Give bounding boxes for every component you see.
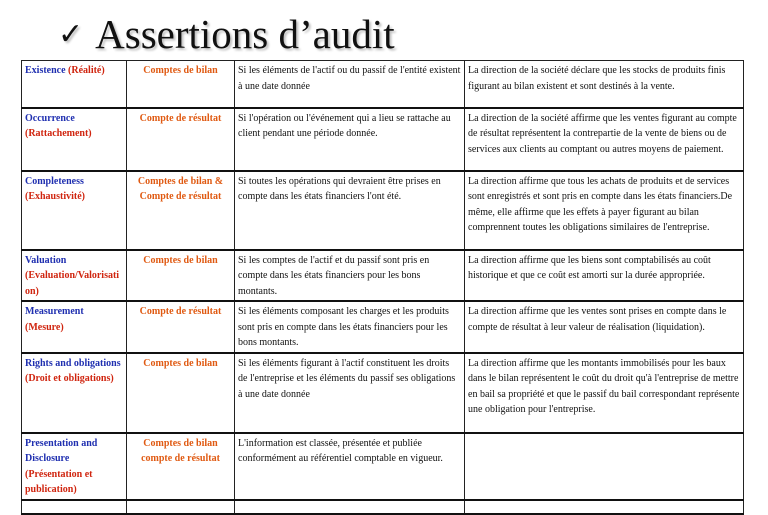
- slide-title-text: Assertions d’audit: [95, 11, 395, 57]
- assertion-cell: [22, 301, 127, 353]
- table-row: [22, 250, 744, 302]
- example-cell: [465, 433, 744, 500]
- account-type-cell: Compte de résultat: [127, 108, 235, 171]
- assertion-cell: [22, 171, 127, 250]
- checkmark-icon: ✓: [58, 16, 84, 52]
- account-type-cell: Compte de résultat: [127, 301, 235, 353]
- definition-cell: Si les éléments figurant à l'actif constituent les droits de l'entreprise et les éléments du passif ses obligations à une date donnée: [235, 353, 465, 433]
- table-row: [22, 433, 744, 500]
- example-cell: La direction affirme que tous les achats de produits et de services sont enregistrés et sont pris en compte dans les états financiers.De même, elle affirme que les effets à payer figurant au bilan comprennent toutes les obligations similaires de l'entreprise.: [465, 171, 744, 250]
- account-type-cell: Comptes de bilan: [127, 250, 235, 302]
- assertion-cell: [22, 108, 127, 171]
- table-row: [22, 171, 744, 250]
- assertion-french-name: (Rattachement): [25, 128, 92, 139]
- empty-table-row: [22, 500, 744, 514]
- account-type-cell: Comptes de bilan: [127, 353, 235, 433]
- assertion-french-name: (Mesure): [25, 321, 64, 333]
- assertion-french-name: (Evaluation/Valorisation): [25, 270, 120, 297]
- assertion-cell: [22, 433, 127, 500]
- assertion-name: Measurement: [25, 306, 84, 317]
- account-type-cell: Comptes de bilan & Compte de résultat: [127, 171, 235, 250]
- slide-title: [58, 10, 395, 58]
- definition-cell: Si les comptes de l'actif et du passif sont pris en compte dans les états financiers pour les bons montants.: [235, 250, 465, 302]
- assertion-cell: [22, 61, 127, 108]
- assertion-name: Completeness: [25, 175, 84, 187]
- assertion-french-name: (Réalité): [68, 65, 105, 76]
- assertion-name: Rights and obligations: [25, 357, 121, 369]
- assertion-french-name: (Exhaustivité): [25, 191, 85, 202]
- account-type-cell: Comptes de bilan compte de résultat: [127, 433, 235, 500]
- assertion-name: Valuation: [25, 254, 67, 266]
- table-row: [22, 301, 744, 353]
- empty-cell: [235, 500, 465, 514]
- assertions-table: [21, 60, 744, 515]
- table-row: [22, 61, 744, 108]
- empty-cell: [127, 500, 235, 514]
- assertion-cell: [22, 250, 127, 302]
- account-type-cell: Comptes de bilan: [127, 61, 235, 108]
- assertion-cell: [22, 353, 127, 433]
- assertion-french-name: (Droit et obligations): [25, 373, 114, 384]
- example-cell: La direction affirme que les montants immobilisés pour les baux dans le bilan représentent le coût du droit qu'à l'entreprise de mettre en bail sa propriété et que le passif du bail correspondant représente une obligation pour l'entreprise.: [465, 353, 744, 433]
- definition-cell: Si l'opération ou l'événement qui a lieu se rattache au client pendant une période donnée.: [235, 108, 465, 171]
- assertion-french-name: (Présentation et publication): [25, 468, 93, 495]
- definition-cell: L'information est classée, présentée et publiée conformément au référentiel comptable en vigueur.: [235, 433, 465, 500]
- example-cell: La direction affirme que les ventes sont prises en compte dans le compte de résultat à leur valeur de réalisation (liquidation).: [465, 301, 744, 353]
- example-cell: La direction affirme que les biens sont comptabilisés au coût historique et que ce coût est amorti sur la durée appropriée.: [465, 250, 744, 302]
- empty-cell: [465, 500, 744, 514]
- definition-cell: Si les éléments composant les charges et les produits sont pris en compte dans les états financiers pour les bons montants.: [235, 301, 465, 353]
- assertion-name: Existence: [25, 65, 66, 76]
- empty-cell: [22, 500, 127, 514]
- definition-cell: Si les éléments de l'actif ou du passif de l'entité existent à une date donnée: [235, 61, 465, 108]
- definition-cell: Si toutes les opérations qui devraient être prises en compte dans les états financiers l'ont été.: [235, 171, 465, 250]
- table-row: [22, 353, 744, 433]
- assertion-name: Presentation and Disclosure: [25, 437, 98, 464]
- table-row: [22, 108, 744, 171]
- example-cell: La direction de la société déclare que les stocks de produits finis figurant au bilan existent et sont destinés à la vente.: [465, 61, 744, 108]
- example-cell: La direction de la société affirme que les ventes figurant au compte de résultat représentent la contrepartie de la vente de biens ou de services aux clients au comptant ou autres moyens de paiement.: [465, 108, 744, 171]
- assertion-name: Occurrence: [25, 112, 75, 124]
